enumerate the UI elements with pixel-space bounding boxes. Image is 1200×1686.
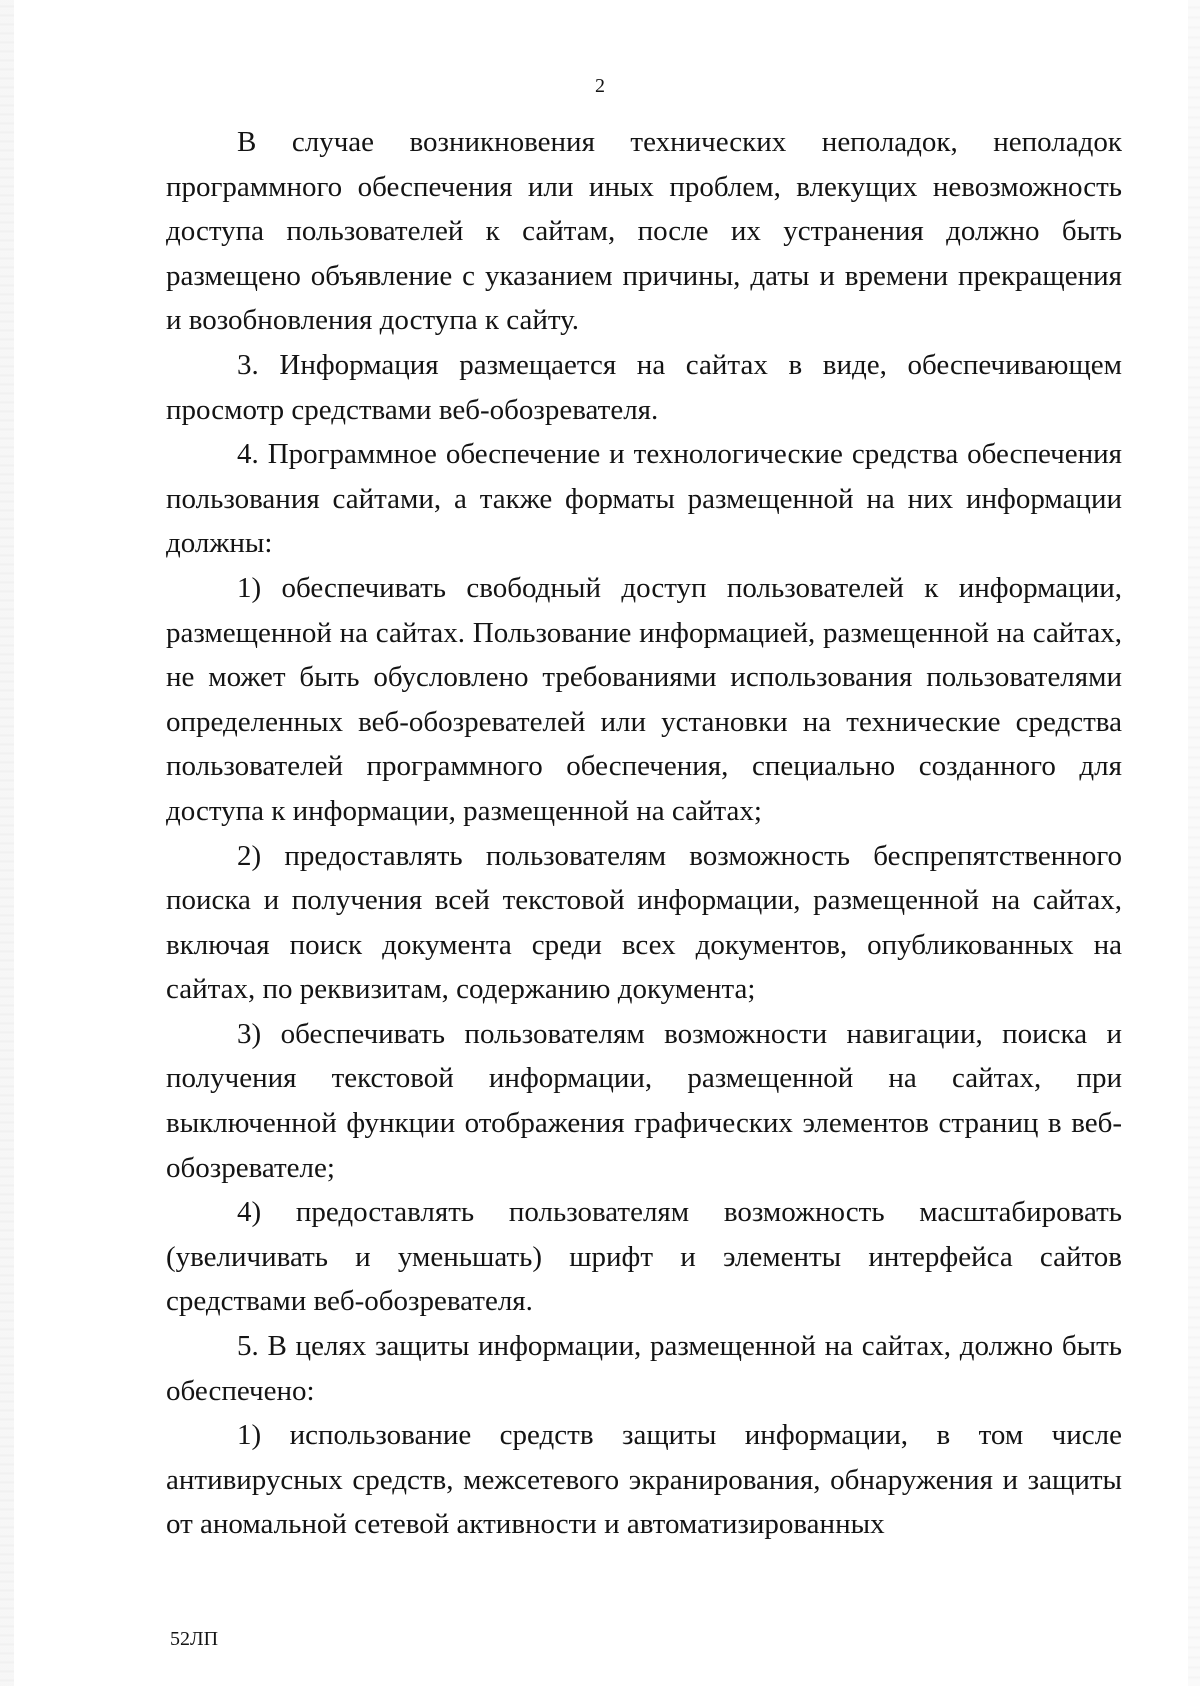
paragraph-item-5: 5. В целях защиты информации, размещенной на сайтах, должно быть обеспечено: <box>166 1330 1122 1407</box>
paragraph-item-3: 3. Информация размещается на сайтах в виде, обеспечивающем просмотр средствами веб-обозревателя. <box>166 348 1122 426</box>
paragraph-subitem-3: 3) обеспечивать пользователям возможности навигации, поиска и получения текстовой информации, размещенной на сайтах, при выключенной функции отображения графических элементов страниц в веб-обозревателе; <box>166 1017 1122 1184</box>
scan-edge-left <box>0 0 14 1686</box>
document-body <box>166 120 1122 1547</box>
paragraph-item-5-subitem-1: 1) использование средств защиты информации, в том числе антивирусных средств, межсетевого экранирования, обнаружения и защиты от аномальной сетевой активности и автоматизированных <box>166 1419 1122 1541</box>
document-code: 52ЛП <box>170 1628 219 1650</box>
paragraph-subitem-2: 2) предоставлять пользователям возможность беспрепятственного поиска и получения всей текстовой информации, размещенной на сайтах, включая поиск документа среди всех документов, опубликованных на сайтах, по реквизитам, содержанию документа; <box>166 839 1122 1006</box>
paragraph-item-4: 4. Программное обеспечение и технологические средства обеспечения пользования сайтами, а также форматы размещенной на них информации должны: <box>166 438 1122 560</box>
paragraph-subitem-4: 4) предоставлять пользователям возможность масштабировать (увеличивать и уменьшать) шрифт и элементы интерфейса сайтов средствами веб-обозревателя. <box>166 1196 1122 1318</box>
scan-edge-right <box>1188 0 1200 1686</box>
paragraph-technical-issues: В случае возникновения технических неполадок, неполадок программного обеспечения или иных проблем, влекущих невозможность доступа пользователей к сайтам, после их устранения должно быть размещено объявление с указанием причины, даты и времени прекращения и возобновления доступа к сайту. <box>166 126 1122 337</box>
page-number: 2 <box>595 75 605 97</box>
paragraph-subitem-1: 1) обеспечивать свободный доступ пользователей к информации, размещенной на сайтах. Пользование информацией, размещенной на сайтах, не может быть обусловлено требованиями использования пользователями определенных веб-обозревателей или установки на технические средства пользователей программного обеспечения, специально созданного для доступа к информации, размещенной на сайтах; <box>166 571 1122 827</box>
